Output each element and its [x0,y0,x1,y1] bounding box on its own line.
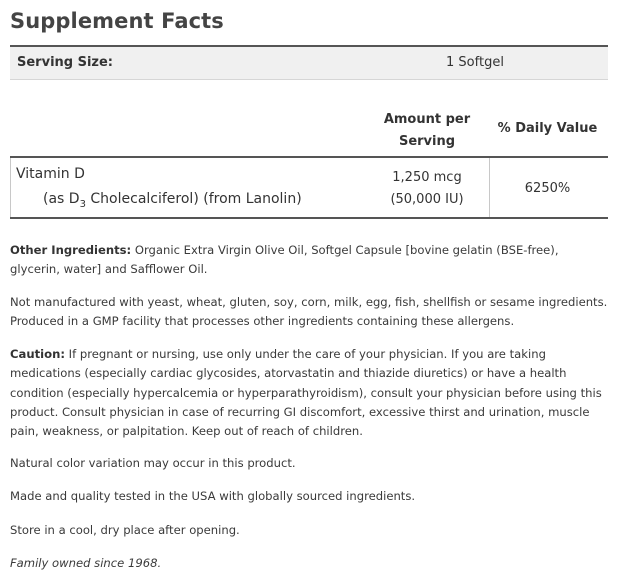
allergen-note: Not manufactured with yeast, wheat, gluten, soy, corn, milk, egg, fish, shellfish or sesame ingredients. Produced in a GMP facility that processes other ingredients containing these allergens. [10,295,608,329]
made-note: Made and quality tested in the USA with globally sourced ingredients. [10,489,416,503]
nutrient-name: Vitamin D [16,166,85,182]
nutrient-detail-prefix: (as D [43,191,80,207]
nutrient-detail-subscript: 3 [79,198,86,210]
amount-per-serving-header [378,109,476,153]
storage-note: Store in a cool, dry place after opening. [10,523,240,537]
nutrient-amount-mcg: 1,250 mcg [392,170,462,185]
amount-header-line1: Amount per [383,112,471,127]
nutrient-detail-suffix: Cholecalciferol) (from Lanolin) [85,191,302,207]
color-note: Natural color variation may occur in this product. [10,456,296,470]
amount-header-line2: Serving [398,134,456,149]
caution [10,345,608,441]
nutrient-daily-value: 6250% [524,181,571,196]
caution-text: If pregnant or nursing, use only under the care of your physician. If you are taking medications (especially cardiac glycosides, atorvastatin and thiazide diuretics) or have a health condition (especially hypercalcemia or hyperparathyroidism), consult your physician before using this product. Consult physician in case of recurring GI discomfort, excessive thirst and urination, muscle pain, weakness, or palpitation. Keep out of reach of children. [10,347,602,439]
serving-size-value: 1 Softgel [446,55,504,70]
nutrient-detail [43,191,302,210]
other-ingredients-label: Other Ingredients: [10,243,132,257]
row-left-border [10,158,11,218]
caution-label: Caution: [10,347,65,361]
page-title: Supplement Facts [10,9,224,33]
table-bottom-rule [10,217,608,219]
nutrient-amount-iu: (50,000 IU) [390,192,464,207]
other-ingredients [10,241,608,280]
family-note: Family owned since 1968. [10,556,162,570]
other-ingredients-text: Organic Extra Virgin Olive Oil, Softgel Capsule [bovine gelatin (BSE-free), glycerin, water] and Safflower Oil. [10,243,559,277]
daily-value-header: % Daily Value [497,121,598,136]
serving-size-row [10,47,608,80]
serving-size-label: Serving Size: [17,55,114,70]
